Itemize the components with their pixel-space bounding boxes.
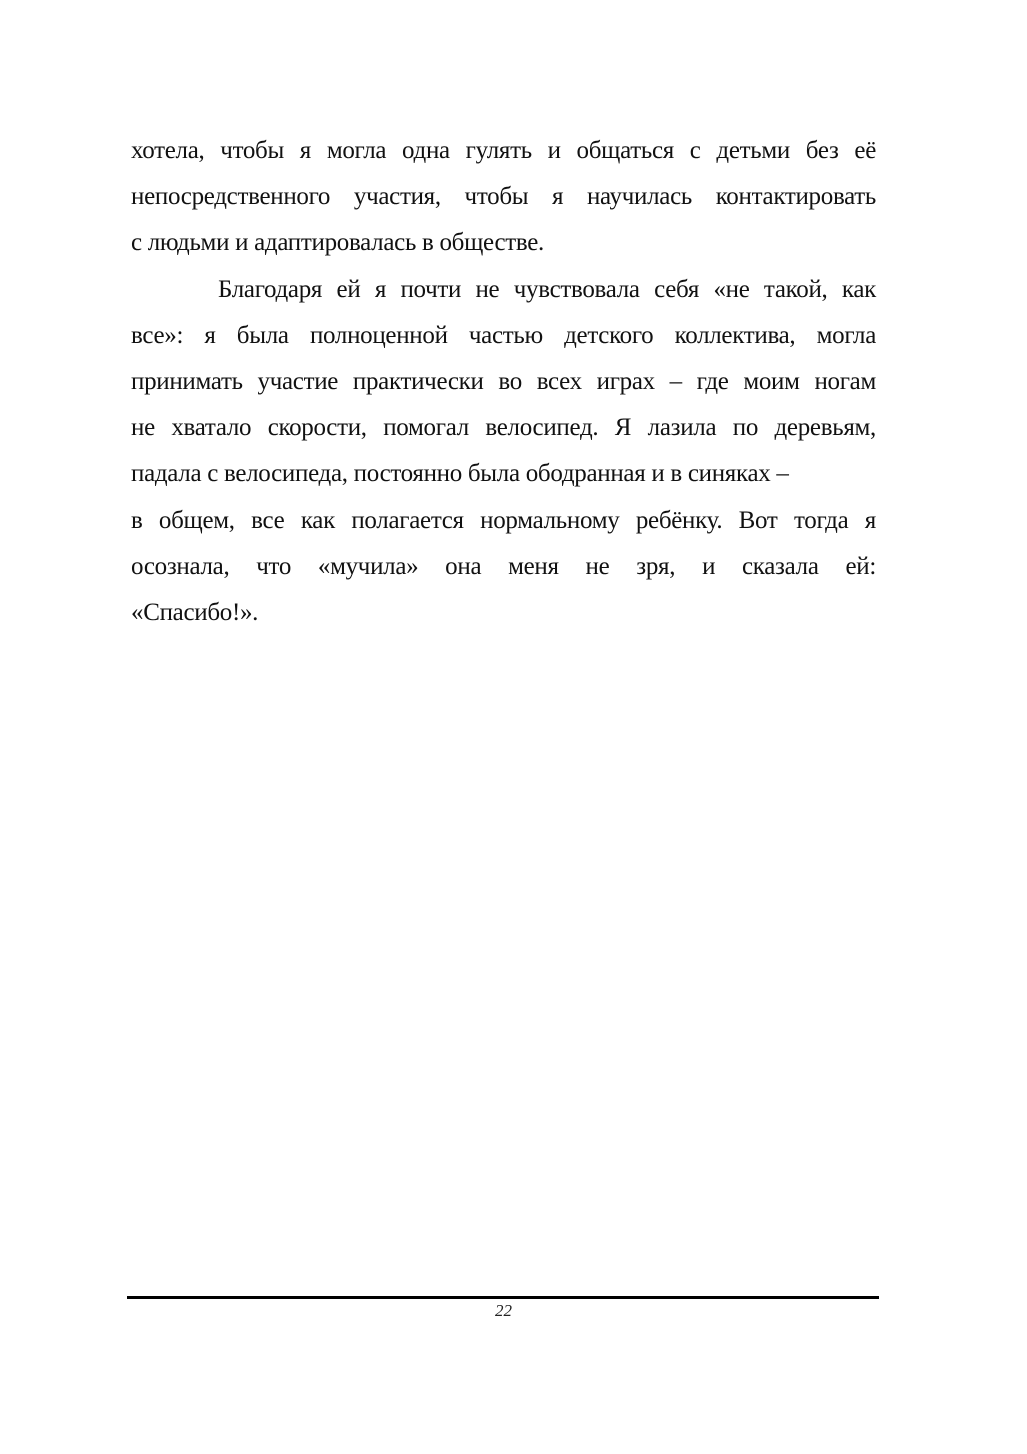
footer-divider xyxy=(127,1296,879,1299)
text-line: непосредственного участия, чтобы я научилась контактировать xyxy=(131,183,876,211)
text-line: все»: я была полноценной частью детского коллектива, могла xyxy=(131,321,876,349)
text-line: с людьми и адаптировалась в обществе. xyxy=(131,229,544,257)
text-line: не хватало скорости, помогал велосипед. Я лазила по деревьям, xyxy=(131,414,876,442)
text-line-indented: Благодаря ей я почти не чувствовала себя «не такой, как xyxy=(218,275,876,303)
text-line: в общем, все как полагается нормальному ребёнку. Вот тогда я xyxy=(131,506,876,534)
text-line: принимать участие практически во всех играх – где моим ногам xyxy=(131,367,876,395)
text-line: осознала, что «мучила» она меня не зря, и сказала ей: xyxy=(131,552,876,580)
page-number: 22 xyxy=(495,1301,512,1320)
text-line: падала с велосипеда, постоянно была ободранная и в синяках – xyxy=(131,460,789,488)
text-line: хотела, чтобы я могла одна гулять и общаться с детьми без её xyxy=(131,137,876,164)
text-line: «Спасибо!». xyxy=(131,598,259,626)
body-text xyxy=(131,128,876,636)
